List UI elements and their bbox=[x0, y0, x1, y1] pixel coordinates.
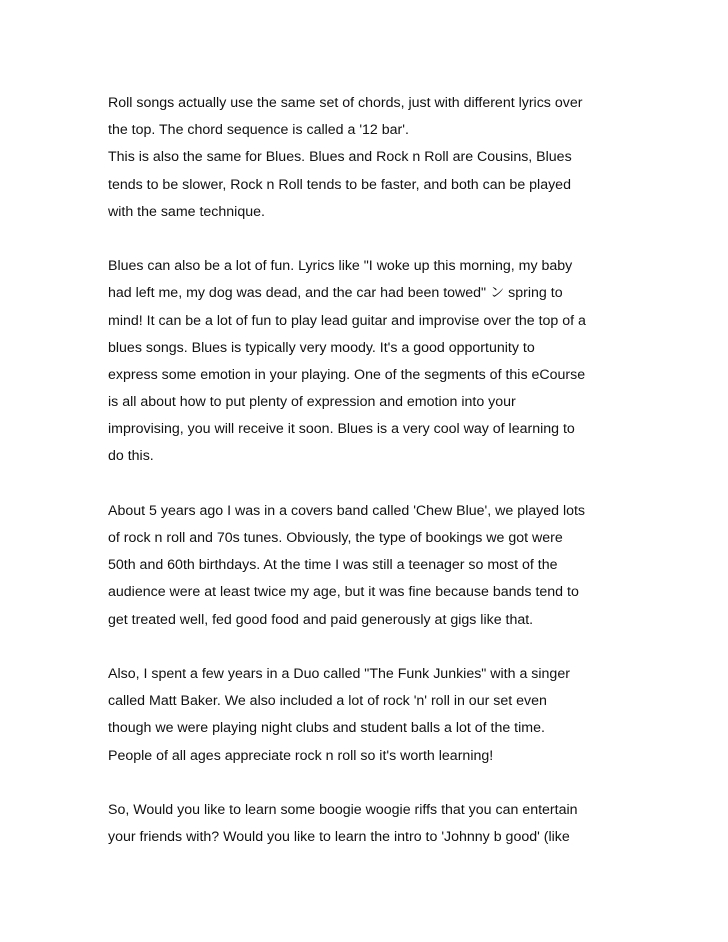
text-line: is all about how to put plenty of expression and emotion into your bbox=[108, 394, 516, 411]
text-line: Also, I spent a few years in a Duo called "The Funk Junkies" with a singer bbox=[108, 665, 570, 682]
text-line: mind! It can be a lot of fun to play lead guitar and improvise over the top of a bbox=[108, 312, 586, 329]
text-line: audience were at least twice my age, but it was fine because bands tend to bbox=[108, 584, 579, 601]
text-line: do this. bbox=[108, 448, 154, 465]
text-line: your friends with? Would you like to learn the intro to 'Johnny b good' (like bbox=[108, 829, 570, 846]
text-line: This is also the same for Blues. Blues and Rock n Roll are Cousins, Blues bbox=[108, 149, 572, 166]
paragraph bbox=[108, 661, 628, 770]
text-line: blues songs. Blues is typically very moody. It's a good opportunity to bbox=[108, 339, 535, 356]
text-line: So, Would you like to learn some boogie woogie riffs that you can entertain bbox=[108, 801, 578, 818]
paragraph bbox=[108, 797, 628, 851]
text-line: About 5 years ago I was in a covers band called 'Chew Blue', we played lots bbox=[108, 502, 586, 519]
text-line: Roll songs actually use the same set of chords, just with different lyrics over bbox=[108, 95, 583, 111]
text-line: had left me, my dog was dead, and the car had been towed" ン spring to bbox=[108, 285, 563, 302]
text-line: express some emotion in your playing. One of the segments of this eCourse bbox=[108, 366, 586, 383]
text-line: tends to be slower, Rock n Roll tends to be faster, and both can be played bbox=[108, 176, 571, 193]
document-page bbox=[108, 90, 628, 878]
paragraph bbox=[108, 90, 628, 226]
text-line: 50th and 60th birthdays. At the time I was still a teenager so most of the bbox=[108, 557, 558, 574]
text-line: the top. The chord sequence is called a '12 bar'. bbox=[108, 122, 409, 139]
text-line: People of all ages appreciate rock n roll so it's worth learning! bbox=[108, 747, 494, 764]
text-line: Blues can also be a lot of fun. Lyrics like "I woke up this morning, my baby bbox=[108, 258, 573, 275]
text-line: with the same technique. bbox=[108, 203, 265, 220]
text-line: improvising, you will receive it soon. Blues is a very cool way of learning to bbox=[108, 421, 575, 438]
text-line: of rock n roll and 70s tunes. Obviously, the type of bookings we got were bbox=[108, 530, 563, 546]
text-line: called Matt Baker. We also included a lot of rock 'n' roll in our set even bbox=[108, 693, 547, 710]
paragraph bbox=[108, 253, 628, 471]
text-line: though we were playing night clubs and student balls a lot of the time. bbox=[108, 720, 545, 737]
paragraph bbox=[108, 498, 628, 634]
text-line: get treated well, fed good food and paid generously at gigs like that. bbox=[108, 611, 534, 628]
